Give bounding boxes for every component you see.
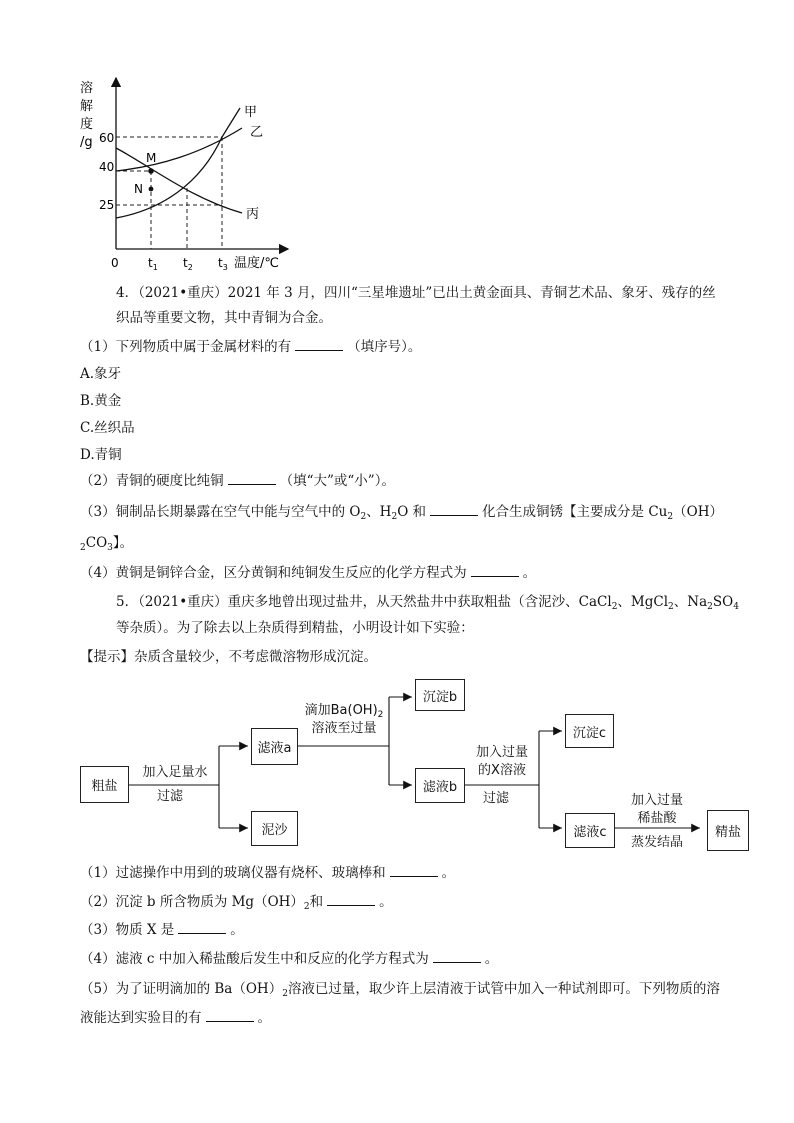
subscript: 2 [303, 902, 310, 912]
flow-step3-line1: 加入过量 [475, 745, 528, 760]
point-n-label: N [134, 182, 143, 196]
q5-head [116, 593, 739, 616]
flow-box-filtrate-c: 滤液c [565, 813, 615, 848]
series-label-bing: 丙 [246, 207, 260, 222]
flow-box-sand: 泥沙 [251, 811, 298, 846]
q4-option-b: B.黄金 [80, 393, 122, 409]
q5-head-d: SO [712, 594, 734, 610]
q4-part3-b: 、H [366, 504, 392, 520]
flow-step2-text: 滴加Ba(OH) [304, 703, 378, 718]
q5-part1-text: （1）过滤操作中用到的玻璃仪器有烧杯、玻璃棒和 [80, 865, 386, 881]
q5-part4 [80, 950, 498, 968]
answer-blank[interactable] [390, 864, 438, 877]
flow-step4-line1: 加入过量 [630, 793, 683, 808]
q5-part2-text: （2）沉淀 b 所含物质为 Mg（OH） [80, 894, 304, 910]
answer-blank[interactable] [433, 950, 481, 963]
flow-step3-bottom: 过滤 [482, 791, 509, 806]
q5-part2-and: 和 [309, 894, 324, 910]
flow-step1-bottom: 过滤 [156, 789, 183, 804]
point-m-label: M [146, 151, 157, 165]
y-label-char-1: 溶 [80, 81, 94, 96]
q4-part4 [80, 564, 536, 582]
q4-part2-text: （2）青铜的硬度比纯铜 [80, 473, 224, 489]
q5-part2-end: 。 [379, 894, 393, 910]
flow-box-filtrate-a: 滤液a [251, 728, 298, 765]
q5-part5-end: 。 [257, 1010, 271, 1026]
y-label-char-2: 解 [80, 99, 94, 114]
series-label-yi: 乙 [250, 125, 264, 140]
series-label-jia: 甲 [244, 105, 258, 120]
x-tick-t2: $t_2$ [183, 256, 193, 270]
q5-head-c: 、Na [673, 594, 708, 610]
subscript: 4 [733, 602, 739, 612]
q4-part1 [80, 338, 421, 356]
flow-box-precipitate-c: 沉淀c [565, 714, 614, 748]
q5-head-a: 5．（2021•重庆）重庆多地曾出现过盐井，从天然盐井中获取粗盐（含泥沙、CaCl [116, 594, 612, 610]
q5-head2: 等杂质）。为了除去以上杂质得到精盐，小明设计如下实验： [116, 620, 474, 636]
q4-part4-end: 。 [522, 565, 537, 581]
solubility-chart [70, 70, 380, 270]
x-tick-t3: $t_3$ [218, 256, 228, 270]
flow-step2-line2: 溶液至过量 [311, 721, 377, 736]
guide-lines [116, 137, 222, 249]
curve-jia [116, 108, 240, 218]
q5-part3-end: 。 [230, 922, 244, 938]
q4-part1-text: （1）下列物质中属于金属材料的有 [80, 339, 292, 355]
q4-part3-f: CO [85, 535, 108, 551]
q5-part5-text: （5）为了证明滴加的 Ba（OH） [80, 981, 283, 997]
y-tick-25: 25 [99, 198, 115, 212]
subscript: 2 [391, 512, 398, 522]
answer-blank[interactable] [178, 921, 226, 934]
q5-part1 [80, 864, 455, 882]
subscript: 3 [107, 543, 113, 553]
subscript: 2 [668, 602, 674, 612]
q5-part3-text: （3）物质 X 是 [80, 922, 175, 938]
q4-part2 [80, 472, 395, 490]
answer-blank[interactable] [471, 564, 519, 577]
answer-blank[interactable] [228, 472, 276, 485]
q5-part3 [80, 921, 244, 939]
subscript: 2 [667, 512, 674, 522]
q5-part5-text-c: 液能达到实验目的有 [80, 1010, 202, 1026]
flow-step3-line2: 的X溶液 [478, 763, 526, 778]
q5-part5-cont [80, 1009, 271, 1027]
answer-blank[interactable] [206, 1009, 254, 1022]
flow-box-precipitate-b: 沉淀b [415, 679, 465, 711]
q4-part3-e: （OH） [673, 504, 723, 520]
subscript: 2 [611, 602, 618, 612]
q4-part4-text: （4）黄铜是铜锌合金，区分黄铜和纯铜发生反应的化学方程式为 [80, 565, 467, 581]
q4-part3-a: （3）铜制品长期暴露在空气中能与空气中的 O [80, 504, 361, 520]
answer-blank[interactable] [295, 338, 343, 351]
point-m [148, 168, 154, 174]
x-tick-t1: $t_1$ [148, 256, 158, 270]
q5-part2 [80, 893, 393, 916]
q4-part3 [80, 503, 723, 526]
q4-part3-c: O 和 [397, 504, 427, 520]
flow-box-pure-salt: 精盐 [707, 810, 749, 851]
q4-part3-g: 】。 [112, 535, 134, 551]
flow-box-filtrate-b: 滤液b [415, 768, 465, 803]
subscript: 2 [377, 710, 384, 720]
q4-head: 4．（2021•重庆）2021 年 3 月，四川“三星堆遗址”已出土黄金面具、青铜艺术品、象牙、残存的丝 [116, 285, 716, 301]
y-tick-40: 40 [99, 160, 115, 174]
subscript: 2 [80, 543, 86, 553]
q5-tip: 【提示】杂质含量较少，不考虑微溶物形成沉淀。 [80, 649, 377, 665]
x-label: 温度/℃ [234, 256, 279, 270]
subscript: 2 [360, 512, 367, 522]
q4-option-c: C.丝织品 [80, 420, 135, 436]
q5-part5-text-b: 溶液已过量，取少许上层清液于试管中加入一种试剂即可。下列物质的溶 [287, 981, 720, 997]
q4-part1-text-end: （填序号）。 [347, 339, 422, 355]
q4-part2-text-end: （填“大”或“小”）。 [279, 473, 395, 489]
point-n [149, 187, 154, 192]
q5-part5 [80, 980, 720, 1003]
answer-blank[interactable] [327, 893, 375, 906]
subscript: 2 [707, 602, 713, 612]
q5-part4-end: 。 [484, 951, 499, 967]
y-tick-60: 60 [99, 131, 115, 145]
q4-head2: 织品等重要文物，其中青铜为合金。 [116, 310, 332, 326]
q4-option-a: A.象牙 [80, 366, 122, 382]
flow-step1-top: 加入足量水 [142, 765, 208, 780]
q5-head-b: 、MgCl [617, 594, 669, 610]
q4-part3-d: 化合生成铜锈【主要成分是 Cu [482, 504, 668, 520]
flow-box-crude-salt: 粗盐 [80, 766, 129, 803]
q5-part1-end: 。 [441, 865, 456, 881]
flow-step4-line2: 稀盐酸 [637, 811, 677, 826]
q4-option-d: D.青铜 [80, 447, 122, 463]
q5-part4-text: （4）滤液 c 中加入稀盐酸后发生中和反应的化学方程式为 [80, 951, 429, 967]
answer-blank[interactable] [430, 503, 478, 516]
q4-part3-cont [80, 534, 133, 557]
y-label-char-3: 度 [80, 117, 94, 132]
y-label-char-4: /g [80, 135, 93, 150]
origin-label: 0 [111, 256, 119, 270]
subscript: 2 [282, 989, 288, 999]
flow-step4-bottom: 蒸发结晶 [630, 835, 683, 850]
